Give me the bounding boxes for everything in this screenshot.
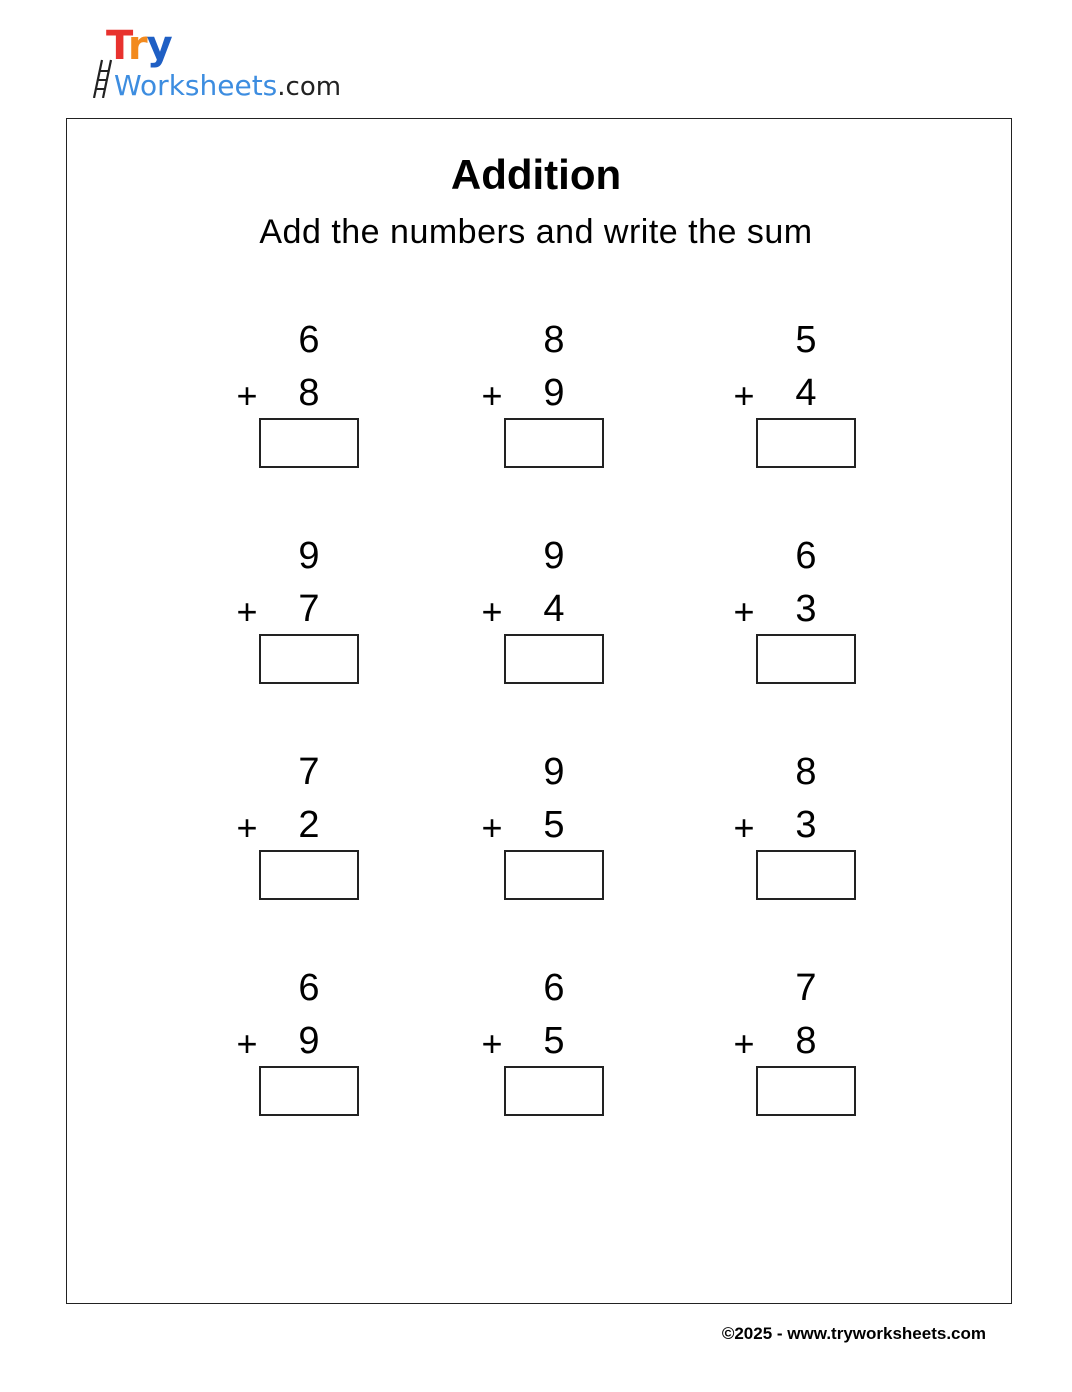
addition-problem (235, 752, 365, 902)
top-addend: 7 (795, 967, 817, 1009)
answer-box[interactable] (504, 418, 604, 468)
plus-sign: + (733, 375, 755, 416)
addition-problem (480, 536, 610, 686)
plus-sign: + (236, 1023, 258, 1064)
bottom-addend: 3 (795, 588, 817, 630)
plus-sign: + (481, 1023, 503, 1064)
bottom-addend: 3 (795, 804, 817, 846)
addition-problem (235, 320, 365, 470)
plus-sign: + (481, 807, 503, 848)
worksheet-title: Addition (450, 151, 622, 198)
site-logo[interactable] (88, 23, 342, 106)
plus-sign: + (733, 1023, 755, 1064)
addition-problem (732, 536, 862, 686)
logo-try-text: Try (106, 23, 172, 69)
bottom-addend: 8 (298, 372, 320, 414)
addition-problem (732, 320, 862, 470)
top-addend: 9 (543, 751, 565, 793)
bottom-addend: 5 (543, 804, 565, 846)
worksheet-instructions: Add the numbers and write the sum (259, 213, 813, 251)
top-addend: 6 (298, 319, 320, 361)
answer-box[interactable] (504, 634, 604, 684)
answer-box[interactable] (756, 1066, 856, 1116)
top-addend: 5 (795, 319, 817, 361)
answer-box[interactable] (756, 850, 856, 900)
answer-box[interactable] (504, 850, 604, 900)
bottom-addend: 9 (543, 372, 565, 414)
top-addend: 6 (543, 967, 565, 1009)
top-addend: 9 (298, 535, 320, 577)
top-addend: 9 (543, 535, 565, 577)
plus-sign: + (481, 375, 503, 416)
top-addend: 8 (543, 319, 565, 361)
copyright-footer: ©2025 - www.tryworksheets.com (721, 1324, 986, 1343)
addition-problem (480, 752, 610, 902)
plus-sign: + (236, 375, 258, 416)
answer-box[interactable] (259, 418, 359, 468)
addition-problem (235, 968, 365, 1118)
answer-box[interactable] (259, 1066, 359, 1116)
top-addend: 7 (298, 751, 320, 793)
bottom-addend: 2 (298, 804, 320, 846)
addition-problem (480, 968, 610, 1118)
addition-problem (732, 968, 862, 1118)
plus-sign: + (481, 591, 503, 632)
bottom-addend: 4 (543, 588, 565, 630)
answer-box[interactable] (756, 418, 856, 468)
answer-box[interactable] (259, 850, 359, 900)
answer-box[interactable] (756, 634, 856, 684)
bottom-addend: 4 (795, 372, 817, 414)
plus-sign: + (733, 591, 755, 632)
top-addend: 8 (795, 751, 817, 793)
worksheet-frame (66, 118, 1012, 1304)
answer-box[interactable] (504, 1066, 604, 1116)
top-addend: 6 (298, 967, 320, 1009)
plus-sign: + (236, 807, 258, 848)
bottom-addend: 9 (298, 1020, 320, 1062)
addition-problem (235, 536, 365, 686)
bottom-addend: 5 (543, 1020, 565, 1062)
answer-box[interactable] (259, 634, 359, 684)
logo-worksheets-text: Worksheets.com (114, 69, 342, 102)
bottom-addend: 7 (298, 588, 320, 630)
bottom-addend: 8 (795, 1020, 817, 1062)
plus-sign: + (236, 591, 258, 632)
addition-problem (732, 752, 862, 902)
top-addend: 6 (795, 535, 817, 577)
addition-problem (480, 320, 610, 470)
plus-sign: + (733, 807, 755, 848)
